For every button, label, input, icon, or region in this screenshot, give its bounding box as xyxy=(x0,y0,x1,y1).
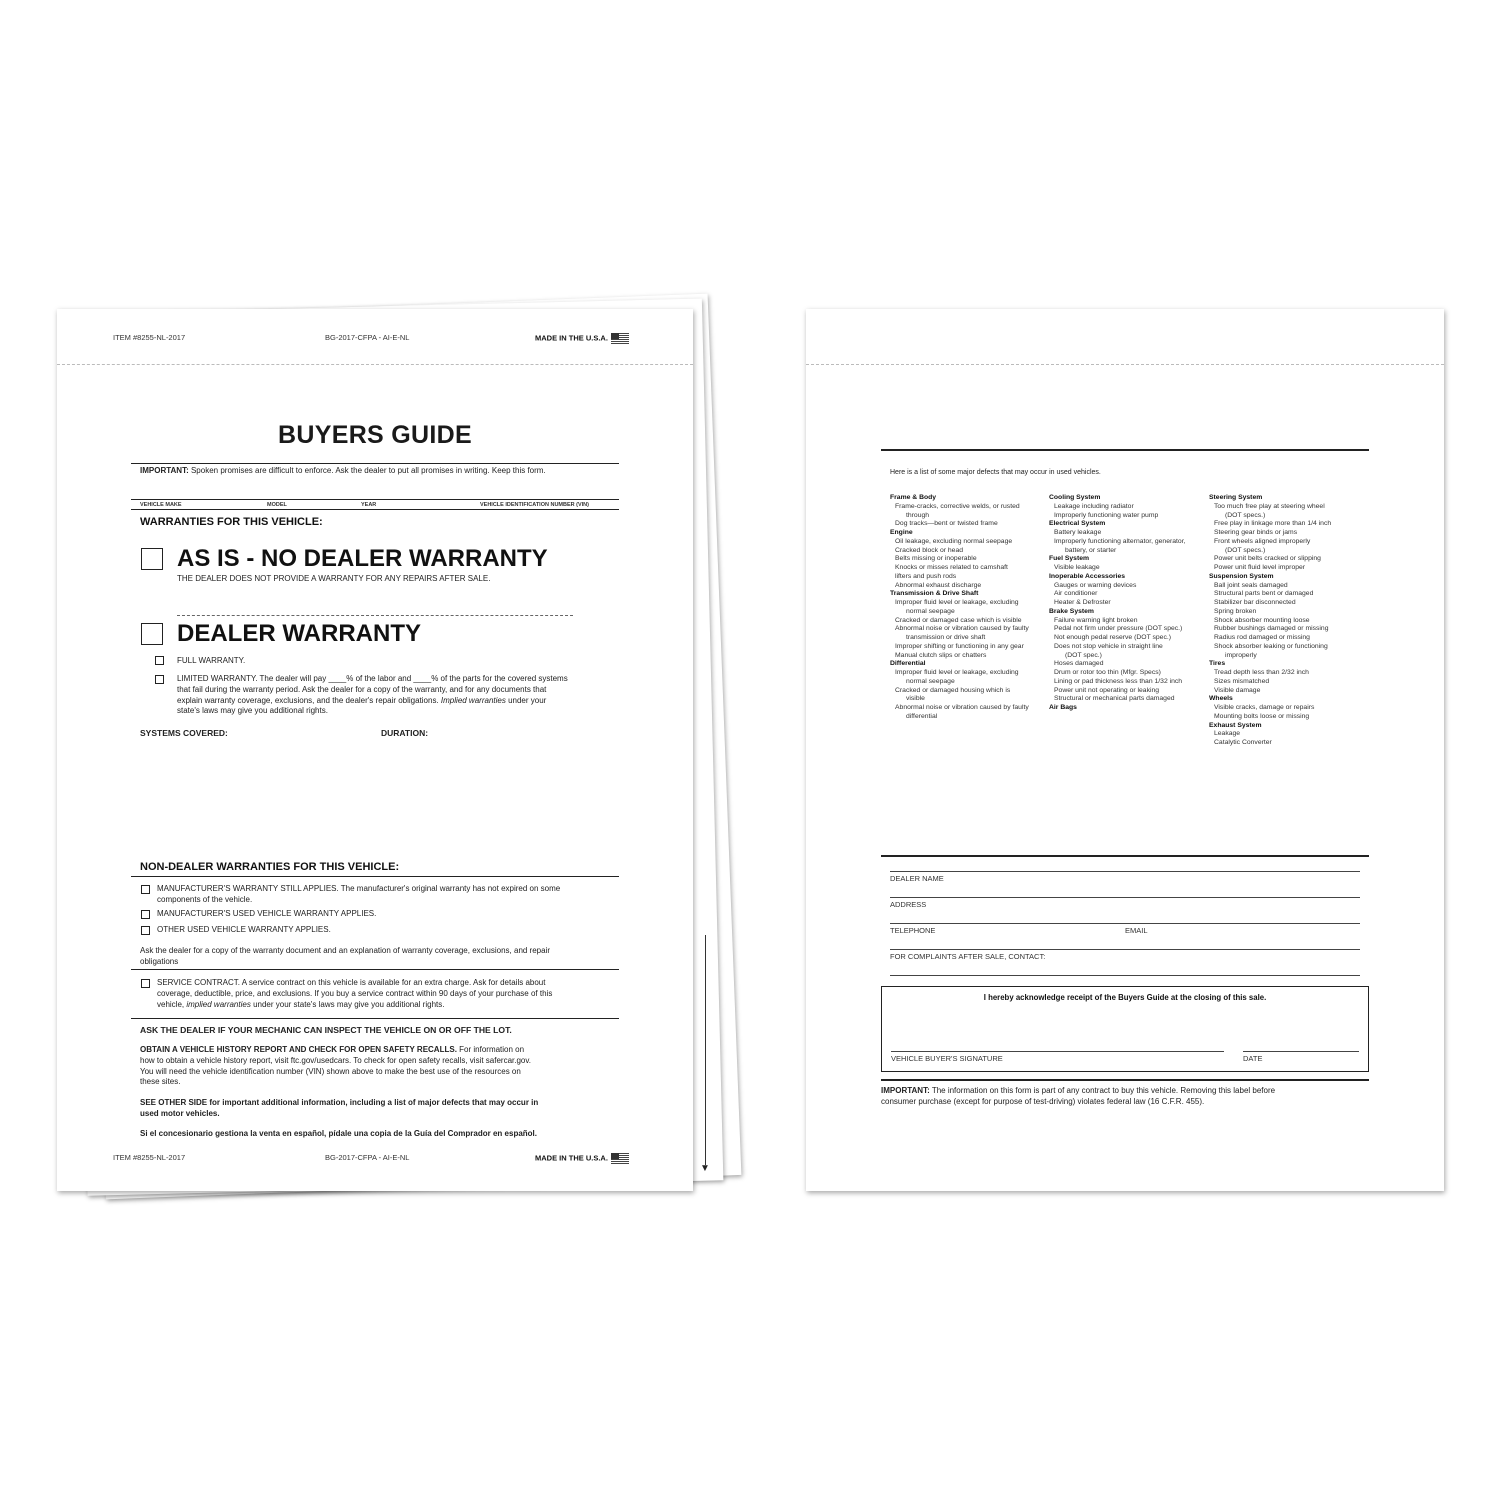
divider xyxy=(131,463,619,464)
date-line[interactable] xyxy=(1243,1051,1359,1052)
defect-item: Shock absorber mounting loose xyxy=(1214,616,1310,624)
complaints-label: FOR COMPLAINTS AFTER SALE, CONTACT: xyxy=(890,952,1046,961)
defect-item: Air conditioner xyxy=(1054,590,1098,598)
defect-item: Structural parts bent or damaged xyxy=(1214,590,1314,598)
acknowledgement-box xyxy=(881,986,1369,1072)
defect-category: Inoperable Accessories xyxy=(1049,572,1126,580)
arrow-down-icon: ▼ xyxy=(700,1163,710,1174)
ask-copy-text: Ask the dealer for a copy of the warranty document and an explanation of warranty coverage, exclusions, and repair obligations xyxy=(140,946,551,966)
year-label: YEAR xyxy=(361,502,377,508)
defect-item: Drum or rotor too thin (Mfgr. Specs) xyxy=(1054,669,1161,676)
mfr-used-label: MANUFACTURER'S USED VEHICLE WARRANTY APPLIES. xyxy=(157,909,377,918)
defect-item: Tread depth less than 2/32 inch xyxy=(1214,669,1309,676)
defect-item: differential xyxy=(906,712,938,720)
adhesive-pull-line xyxy=(705,935,706,1165)
defect-item: Dog tracks—bent or twisted frame xyxy=(895,520,998,528)
defect-item: Cracked or damaged case which is visible xyxy=(895,616,1022,624)
defect-item: transmission or drive shaft xyxy=(906,634,986,641)
defect-item: Cracked block or head xyxy=(895,546,964,554)
defect-item: Heater & Defroster xyxy=(1054,599,1111,606)
defect-item: visible xyxy=(906,695,925,703)
defect-item: Too much free play at steering wheel xyxy=(1214,502,1325,510)
service-contract-checkbox[interactable] xyxy=(141,979,150,988)
form-code-top: BG-2017-CFPA - AI-E-NL xyxy=(325,333,410,342)
defect-item: Ball joint seals damaged xyxy=(1214,581,1288,589)
defect-item: Catalytic Converter xyxy=(1214,739,1272,746)
duration-label: DURATION: xyxy=(381,728,429,738)
defect-item: Steering gear binds or jams xyxy=(1214,529,1298,536)
divider xyxy=(131,1018,619,1019)
divider xyxy=(131,509,619,510)
defect-item: Battery leakage xyxy=(1054,529,1102,536)
full-warranty-checkbox[interactable] xyxy=(155,656,164,665)
defect-item: Hoses damaged xyxy=(1054,660,1104,668)
as-is-checkbox[interactable] xyxy=(141,548,163,570)
defect-item: through xyxy=(906,511,930,519)
page-title: BUYERS GUIDE xyxy=(278,421,472,449)
limited-warranty-text: LIMITED WARRANTY. The dealer will pay ____% of the labor and ____% of the parts for the covered systems that fail during the warranty period. Ask the dealer for a copy of the warranty, and for any documents that explain warranty coverage, exclusions, and the dealer's repair obligations. Implied warranties under your state's laws may give you additional rights. xyxy=(177,674,568,716)
full-warranty-label: FULL WARRANTY. xyxy=(177,656,246,665)
mfr-warranty-text: MANUFACTURER'S WARRANTY STILL APPLIES. The manufacturer's original warranty has not expired on some components of the vehicle. xyxy=(157,884,561,904)
defect-item: Leakage xyxy=(1214,730,1241,738)
defect-item: (DOT spec.) xyxy=(1065,651,1102,659)
defect-item: battery, or starter xyxy=(1065,546,1117,554)
defect-category: Suspension System xyxy=(1209,572,1274,580)
defect-item: Abnormal noise or vibration caused by faulty xyxy=(895,704,1029,711)
defect-item: Front wheels aligned improperly xyxy=(1214,537,1311,545)
divider xyxy=(881,1079,1369,1081)
divider xyxy=(881,449,1369,451)
defect-item: improperly xyxy=(1225,651,1257,659)
defect-item: Power unit belts cracked or slipping xyxy=(1214,555,1321,563)
mfr-used-checkbox[interactable] xyxy=(141,910,150,919)
us-flag-icon xyxy=(611,333,629,344)
email-label: EMAIL xyxy=(1125,926,1148,935)
defect-item: Shock absorber leaking or functioning xyxy=(1214,642,1328,650)
defect-item: Radius rod damaged or missing xyxy=(1214,634,1310,641)
divider xyxy=(881,855,1369,857)
defect-item: Stabilizer bar disconnected xyxy=(1214,599,1296,606)
defect-category: Fuel System xyxy=(1049,555,1090,563)
defect-item: Rubber bushings damaged or missing xyxy=(1214,625,1329,633)
defect-category: Brake System xyxy=(1049,607,1094,615)
defects-column-2 xyxy=(1049,494,1207,713)
item-number-top: ITEM #8255-NL-2017 xyxy=(113,333,186,342)
non-dealer-heading: NON-DEALER WARRANTIES FOR THIS VEHICLE: xyxy=(140,861,400,873)
defect-item: Not enough pedal reserve (DOT spec.) xyxy=(1054,634,1171,641)
defect-item: Improper fluid level or leakage, excluding xyxy=(895,599,1019,606)
mfr-warranty-checkbox[interactable] xyxy=(141,885,150,894)
made-in-usa-top: MADE IN THE U.S.A. xyxy=(535,333,629,344)
defect-item: Abnormal noise or vibration caused by faulty xyxy=(895,625,1029,633)
defect-item: Visible damage xyxy=(1214,686,1261,694)
perforation-line xyxy=(57,364,693,365)
defect-item: normal seepage xyxy=(906,677,955,685)
defect-category: Exhaust System xyxy=(1209,721,1262,729)
model-label: MODEL xyxy=(267,502,287,508)
defect-item: Free play in linkage more than 1/4 inch xyxy=(1214,520,1332,528)
defect-category: Tires xyxy=(1209,660,1226,668)
defect-item: Abnormal exhaust discharge xyxy=(895,581,982,589)
defect-item: Mounting bolts loose or missing xyxy=(1214,712,1310,720)
signature-line[interactable] xyxy=(891,1051,1224,1052)
dealer-warranty-checkbox[interactable] xyxy=(141,623,163,645)
defect-item: Frame-cracks, corrective welds, or rusted xyxy=(895,502,1020,510)
defects-intro: Here is a list of some major defects that may occur in used vehicles. xyxy=(890,469,1101,476)
spanish-notice: Si el concesionario gestiona la venta en español, pídale una copia de la Guía del Comprador en español. xyxy=(140,1129,537,1138)
signature-label: VEHICLE BUYER'S SIGNATURE xyxy=(891,1054,1003,1063)
mechanic-notice: ASK THE DEALER IF YOUR MECHANIC CAN INSPECT THE VEHICLE ON OR OFF THE LOT. xyxy=(140,1025,512,1035)
defect-item: Lining or pad thickness less than 1/32 inch xyxy=(1054,677,1183,685)
history-report-text: OBTAIN A VEHICLE HISTORY REPORT AND CHECK FOR OPEN SAFETY RECALLS. For information on how to obtain a vehicle history report, visit ftc.gov/usedcars. To check for open safety recalls, visit safercar.gov. You will need the vehicle identification number (VIN) shown above to make the best use of the resources on these sites. xyxy=(140,1045,531,1087)
item-number-bottom: ITEM #8255-NL-2017 xyxy=(113,1153,186,1162)
defect-item: (DOT specs.) xyxy=(1225,511,1266,519)
address-label: ADDRESS xyxy=(890,900,927,909)
defect-item: Cracked or damaged housing which is xyxy=(895,686,1011,694)
complaints-line[interactable] xyxy=(890,975,1360,976)
vehicle-make-label: VEHICLE MAKE xyxy=(140,502,182,508)
defect-category: Steering System xyxy=(1209,494,1263,501)
as-is-heading: AS IS - NO DEALER WARRANTY xyxy=(177,545,548,572)
vehicle-info-line xyxy=(131,499,619,500)
defect-category: Wheels xyxy=(1209,695,1233,703)
defect-category: Electrical System xyxy=(1049,520,1106,528)
defect-item: Pedal not firm under pressure (DOT spec.) xyxy=(1054,625,1183,633)
service-contract-text: SERVICE CONTRACT. A service contract on this vehicle is available for an extra charge. Ask for details about coverage, deductible, price, and exclusions. If you buy a service contract within 90 days of your purchase of this vehicle, implied warranties under your state's laws may give you additional rights. xyxy=(157,978,553,1009)
defect-item: Improper fluid level or leakage, excluding xyxy=(895,669,1019,676)
defect-category: Differential xyxy=(890,660,926,668)
defect-item: Spring broken xyxy=(1214,607,1257,615)
dealer-name-label: DEALER NAME xyxy=(890,874,944,883)
form-code-bottom: BG-2017-CFPA - AI-E-NL xyxy=(325,1153,410,1162)
dealer-name-line[interactable] xyxy=(890,897,1360,898)
defect-category: Cooling System xyxy=(1049,494,1101,501)
defect-item: Power unit fluid level improper xyxy=(1214,564,1306,571)
defect-item: Improper shifting or functioning in any gear xyxy=(895,642,1024,650)
date-label: DATE xyxy=(1243,1054,1263,1063)
buyers-guide-front xyxy=(57,309,693,1191)
defect-item: Structural or mechanical parts damaged xyxy=(1054,695,1175,703)
as-is-subtext: THE DEALER DOES NOT PROVIDE A WARRANTY FOR ANY REPAIRS AFTER SALE. xyxy=(177,574,491,583)
defect-item: normal seepage xyxy=(906,607,955,615)
other-used-label: OTHER USED VEHICLE WARRANTY APPLIES. xyxy=(157,925,331,934)
defect-category: Air Bags xyxy=(1049,704,1077,711)
limited-warranty-checkbox[interactable] xyxy=(155,675,164,684)
important-notice: IMPORTANT: Spoken promises are difficult to enforce. Ask the dealer to put all promises in writing. Keep this form. xyxy=(140,466,546,475)
acknowledgement-text: I hereby acknowledge receipt of the Buyers Guide at the closing of this sale. xyxy=(983,993,1267,1002)
defect-category: Engine xyxy=(890,529,913,536)
defect-category: Frame & Body xyxy=(890,494,937,501)
defect-item: Visible cracks, damage or repairs xyxy=(1214,704,1315,711)
field-line xyxy=(890,871,1360,872)
defect-item: Belts missing or inoperable xyxy=(895,555,977,563)
defects-column-3 xyxy=(1209,494,1367,748)
defect-item: Failure warning light broken xyxy=(1054,616,1138,624)
defect-item: (DOT specs.) xyxy=(1225,546,1266,554)
defect-item: Visible leakage xyxy=(1054,564,1100,571)
telephone-email-line[interactable] xyxy=(890,949,1360,950)
other-used-checkbox[interactable] xyxy=(141,926,150,935)
divider xyxy=(131,876,619,877)
defect-item: Does not stop vehicle in straight line xyxy=(1054,642,1163,650)
us-flag-icon xyxy=(611,1153,629,1164)
telephone-label: TELEPHONE xyxy=(890,926,936,935)
defect-item: Gauges or warning devices xyxy=(1054,581,1137,589)
defect-item: Oil leakage, excluding normal seepage xyxy=(895,537,1013,545)
perforation-line xyxy=(806,364,1444,365)
made-in-usa-bottom: MADE IN THE U.S.A. xyxy=(535,1153,629,1164)
defect-item: Improperly functioning alternator, generator, xyxy=(1054,537,1186,545)
defects-column-1 xyxy=(890,494,1048,722)
defect-item: Sizes mismatched xyxy=(1214,677,1270,685)
buyers-guide-back xyxy=(806,309,1444,1191)
see-other-side-text: SEE OTHER SIDE for important additional information, including a list of major defects that may occur in used motor vehicles. xyxy=(140,1098,539,1118)
dealer-warranty-heading: DEALER WARRANTY xyxy=(177,620,421,647)
dashed-separator xyxy=(177,615,573,616)
defect-category: Transmission & Drive Shaft xyxy=(890,590,979,598)
defect-item: lifters and push rods xyxy=(895,572,957,580)
systems-covered-label: SYSTEMS COVERED: xyxy=(140,728,228,738)
warranties-heading: WARRANTIES FOR THIS VEHICLE: xyxy=(140,516,323,528)
defect-item: Knocks or misses related to camshaft xyxy=(895,564,1008,571)
rear-important-notice: IMPORTANT: The information on this form is part of any contract to buy this vehicle. Removing this label before consumer purchase (except for purpose of test-driving) violates federal law (16 C.F.R. 455). xyxy=(881,1086,1276,1106)
defect-item: Manual clutch slips or chatters xyxy=(895,651,987,659)
defect-item: Power unit not operating or leaking xyxy=(1054,686,1160,694)
vin-label: VEHICLE IDENTIFICATION NUMBER (VIN) xyxy=(480,502,589,508)
divider xyxy=(131,969,619,970)
defect-item: Leakage including radiator xyxy=(1054,502,1134,510)
address-line[interactable] xyxy=(890,923,1360,924)
defect-item: Improperly functioning water pump xyxy=(1054,511,1159,519)
